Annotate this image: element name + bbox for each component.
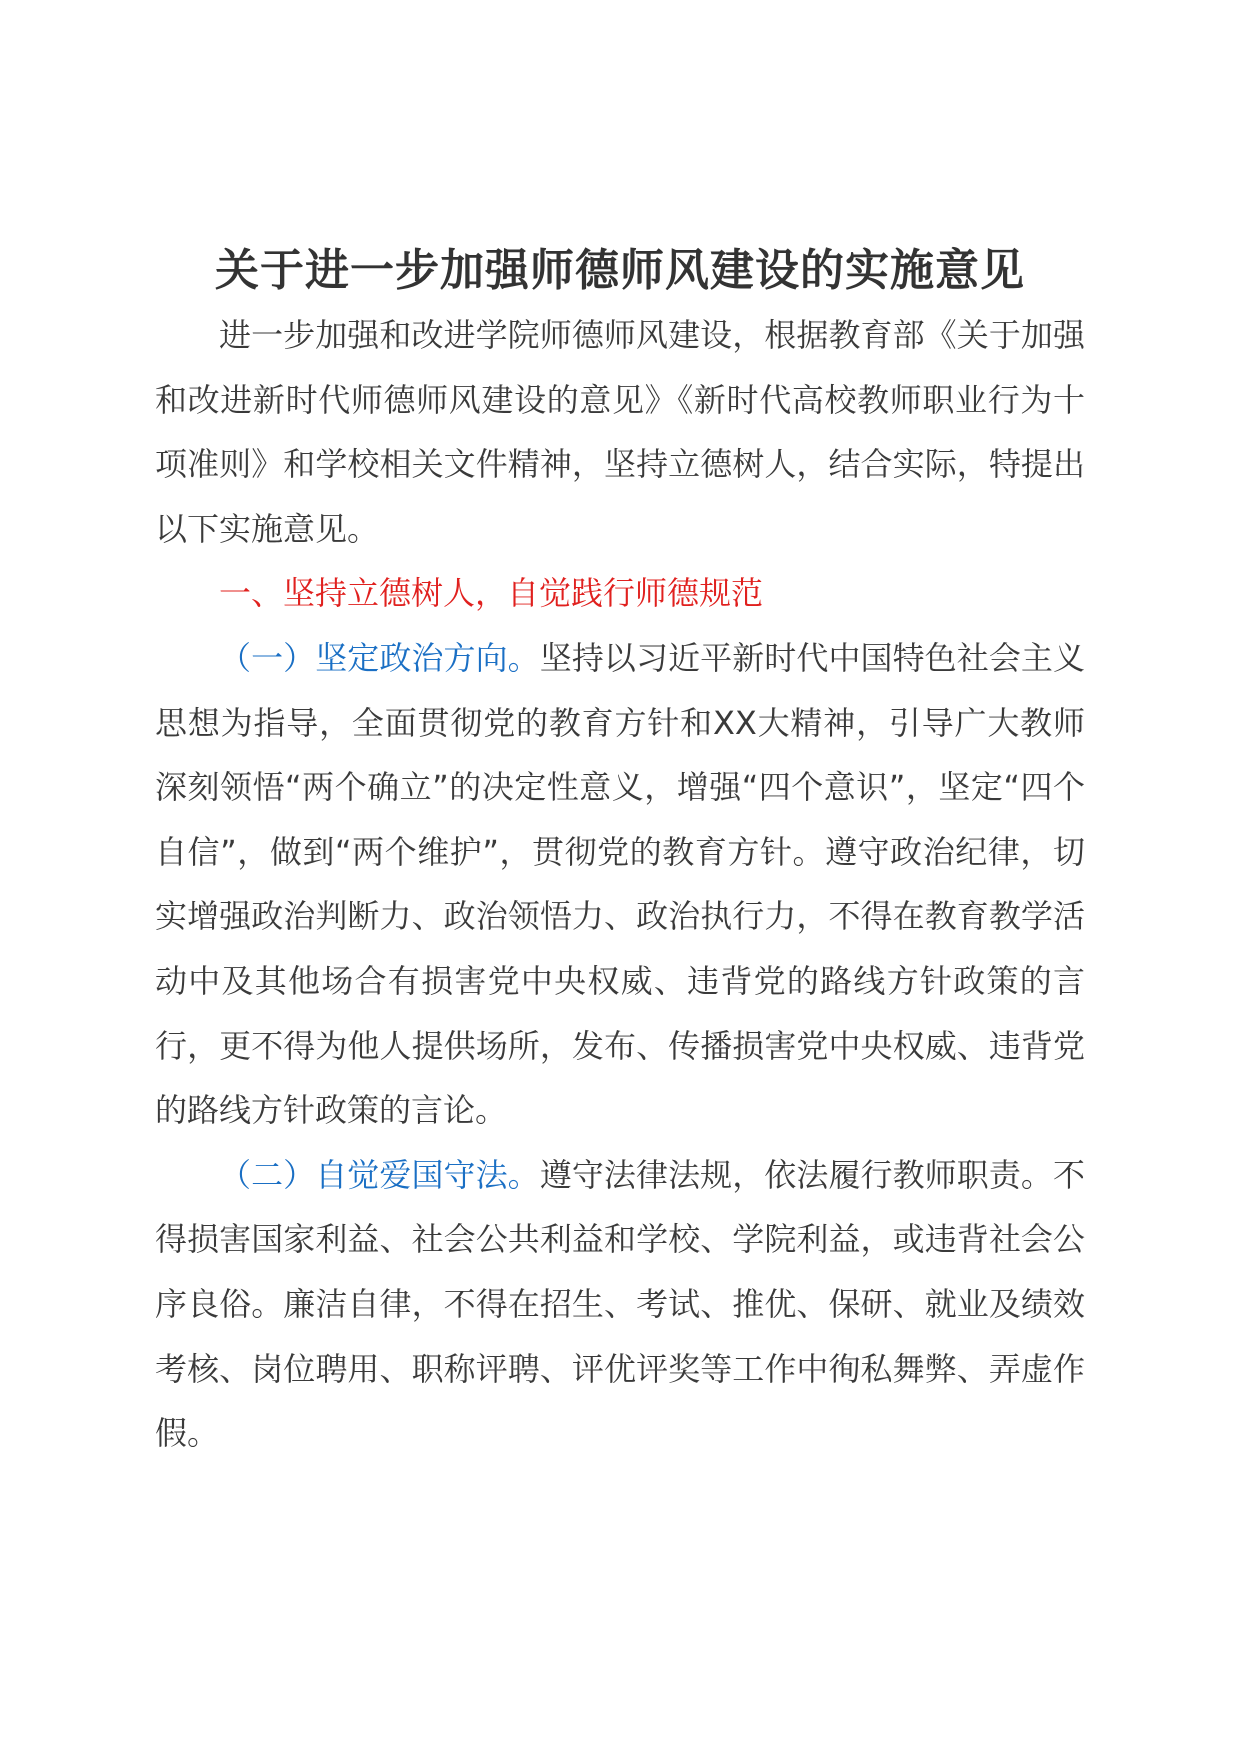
intro-paragraph: 进一步加强和改进学院师德师风建设，根据教育部《关于加强和改进新时代师德师风建设的意见》《新时代高校教师职业行为十项准则》和学校相关文件精神，坚持立德树人，结合实际，特提出以下实施意见。	[155, 316, 1085, 548]
section1-item-2	[155, 1143, 1085, 1466]
item-label: （一）坚定政治方向。	[219, 638, 540, 677]
section-heading-1: 一、坚持立德树人，自觉践行师德规范	[219, 574, 764, 613]
section1-item-1	[155, 626, 1085, 1143]
document-body	[155, 303, 1085, 1466]
item-text: 坚持以习近平新时代中国特色社会主义思想为指导，全面贯彻党的教育方针和XX大精神，引导广大教师深刻领悟“两个确立”的决定性意义，增强“四个意识”，坚定“四个自信”，做到“两个维护”，贯彻党的教育方针。遵守政治纪律，切实增强政治判断力、政治领悟力、政治执行力，不得在教育教学活动中及其他场合有损害党中央权威、违背党的路线方针政策的言行，更不得为他人提供场所，发布、传播损害党中央权威、违背党的路线方针政策的言论。	[155, 638, 1085, 1130]
item-text: 遵守法律法规，依法履行教师职责。不得损害国家利益、社会公共利益和学校、学院利益，或违背社会公序良俗。廉洁自律，不得在招生、考试、推优、保研、就业及绩效考核、岗位聘用、职称评聘、评优评奖等工作中徇私舞弊、弄虚作假。	[155, 1155, 1085, 1453]
document-title: 关于进一步加强师德师风建设的实施意见	[215, 245, 1025, 296]
item-label: （二）自觉爱国守法。	[219, 1155, 540, 1194]
